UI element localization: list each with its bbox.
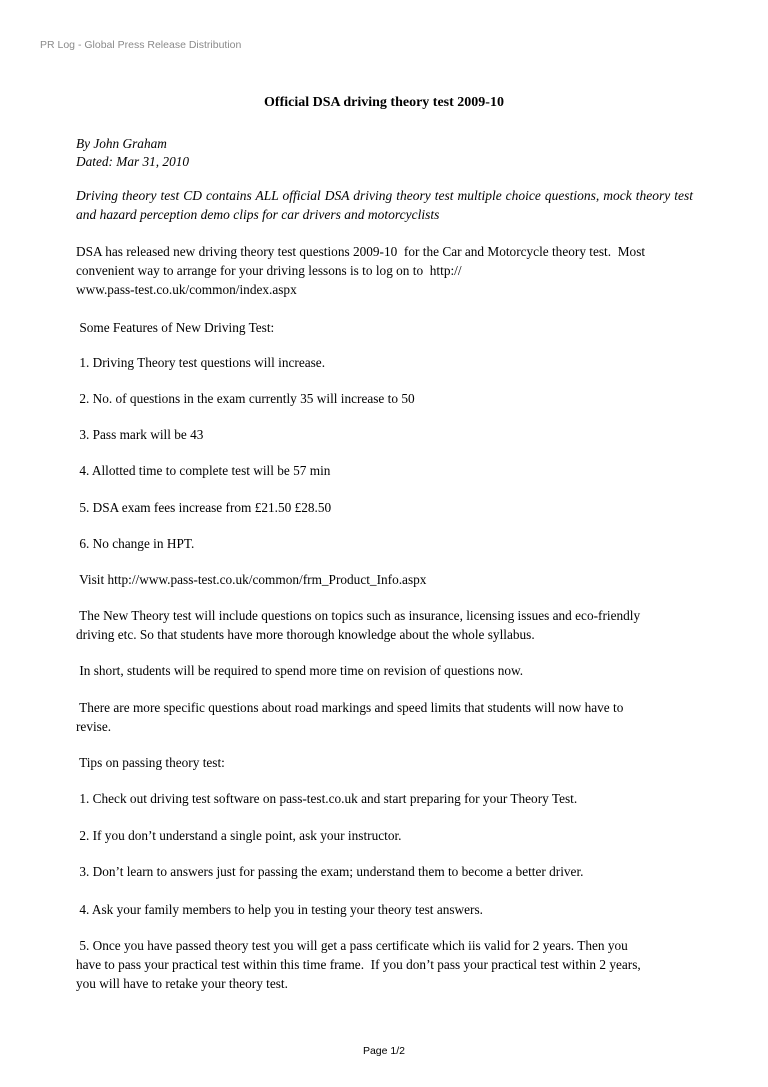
- article-summary: Driving theory test CD contains ALL official DSA driving theory test multiple choice questions, mock theory test and hazard perception demo clips for car drivers and motorcyclists: [76, 188, 693, 222]
- body-paragraph: [76, 698, 623, 736]
- article-title: Official DSA driving theory test 2009-10: [264, 95, 504, 110]
- paragraph-line: DSA has released new driving theory test questions 2009-10 for the Car and Motorcycle theory test. Most: [76, 244, 646, 259]
- body-paragraph: [76, 606, 640, 644]
- body-paragraph: [76, 353, 325, 372]
- body-paragraph: [76, 789, 577, 808]
- paragraph-line: 1. Check out driving test software on pass-test.co.uk and start preparing for your Theory Test.: [76, 791, 578, 806]
- paragraph-line: www.pass-test.co.uk/common/index.aspx: [76, 282, 297, 297]
- paragraph-line: In short, students will be required to spend more time on revision of questions now.: [76, 663, 524, 678]
- body-paragraph: [76, 242, 645, 299]
- body-paragraph: [76, 570, 426, 589]
- paragraph-line: 1. Driving Theory test questions will increase.: [76, 355, 326, 370]
- paragraph-line: revise.: [76, 719, 112, 734]
- paragraph-line: 3. Pass mark will be 43: [76, 427, 204, 442]
- paragraph-line: Tips on passing theory test:: [76, 755, 225, 770]
- paragraph-line: 5. DSA exam fees increase from £21.50 £28.50: [76, 500, 332, 515]
- body-paragraph: [76, 461, 330, 480]
- paragraph-line: have to pass your practical test within this time frame. If you don’t pass your practical test within 2 years,: [76, 957, 641, 972]
- paragraph-line: convenient way to arrange for your driving lessons is to log on to http://: [76, 263, 462, 278]
- paragraph-line: Visit http://www.pass-test.co.uk/common/frm_Product_Info.aspx: [76, 572, 427, 587]
- body-paragraph: [76, 826, 401, 845]
- body-paragraph: [76, 498, 331, 517]
- paragraph-line: 2. If you don’t understand a single point, ask your instructor.: [76, 828, 402, 843]
- body-paragraph: [76, 534, 194, 553]
- body-paragraph: [76, 936, 641, 993]
- body-paragraph: [76, 862, 583, 881]
- body-paragraph: [76, 753, 225, 772]
- paragraph-line: 4. Allotted time to complete test will be 57 min: [76, 463, 331, 478]
- paragraph-line: There are more specific questions about road markings and speed limits that students will now have to: [76, 700, 624, 715]
- byline: By John Graham: [76, 136, 167, 151]
- body-paragraph: [76, 661, 523, 680]
- body-paragraph: [76, 900, 483, 919]
- paragraph-line: 3. Don’t learn to answers just for passing the exam; understand them to become a better driver.: [76, 864, 584, 879]
- paragraph-line: 6. No change in HPT.: [76, 536, 195, 551]
- body-paragraph: [76, 318, 274, 337]
- site-header: PR Log - Global Press Release Distribution: [40, 39, 242, 51]
- paragraph-line: Some Features of New Driving Test:: [76, 320, 275, 335]
- paragraph-line: 2. No. of questions in the exam currently 35 will increase to 50: [76, 391, 415, 406]
- paragraph-line: The New Theory test will include questions on topics such as insurance, licensing issues and eco-friendly: [76, 608, 641, 623]
- paragraph-line: you will have to retake your theory test.: [76, 976, 288, 991]
- body-paragraph: [76, 389, 415, 408]
- paragraph-line: 4. Ask your family members to help you in testing your theory test answers.: [76, 902, 483, 917]
- paragraph-line: driving etc. So that students have more thorough knowledge about the whole syllabus.: [76, 627, 535, 642]
- page-number: Page 1/2: [362, 1045, 406, 1057]
- dated-line: Dated: Mar 31, 2010: [76, 154, 190, 169]
- body-paragraph: [76, 425, 203, 444]
- paragraph-line: 5. Once you have passed theory test you will get a pass certificate which iis valid for 2 years. Then you: [76, 938, 628, 953]
